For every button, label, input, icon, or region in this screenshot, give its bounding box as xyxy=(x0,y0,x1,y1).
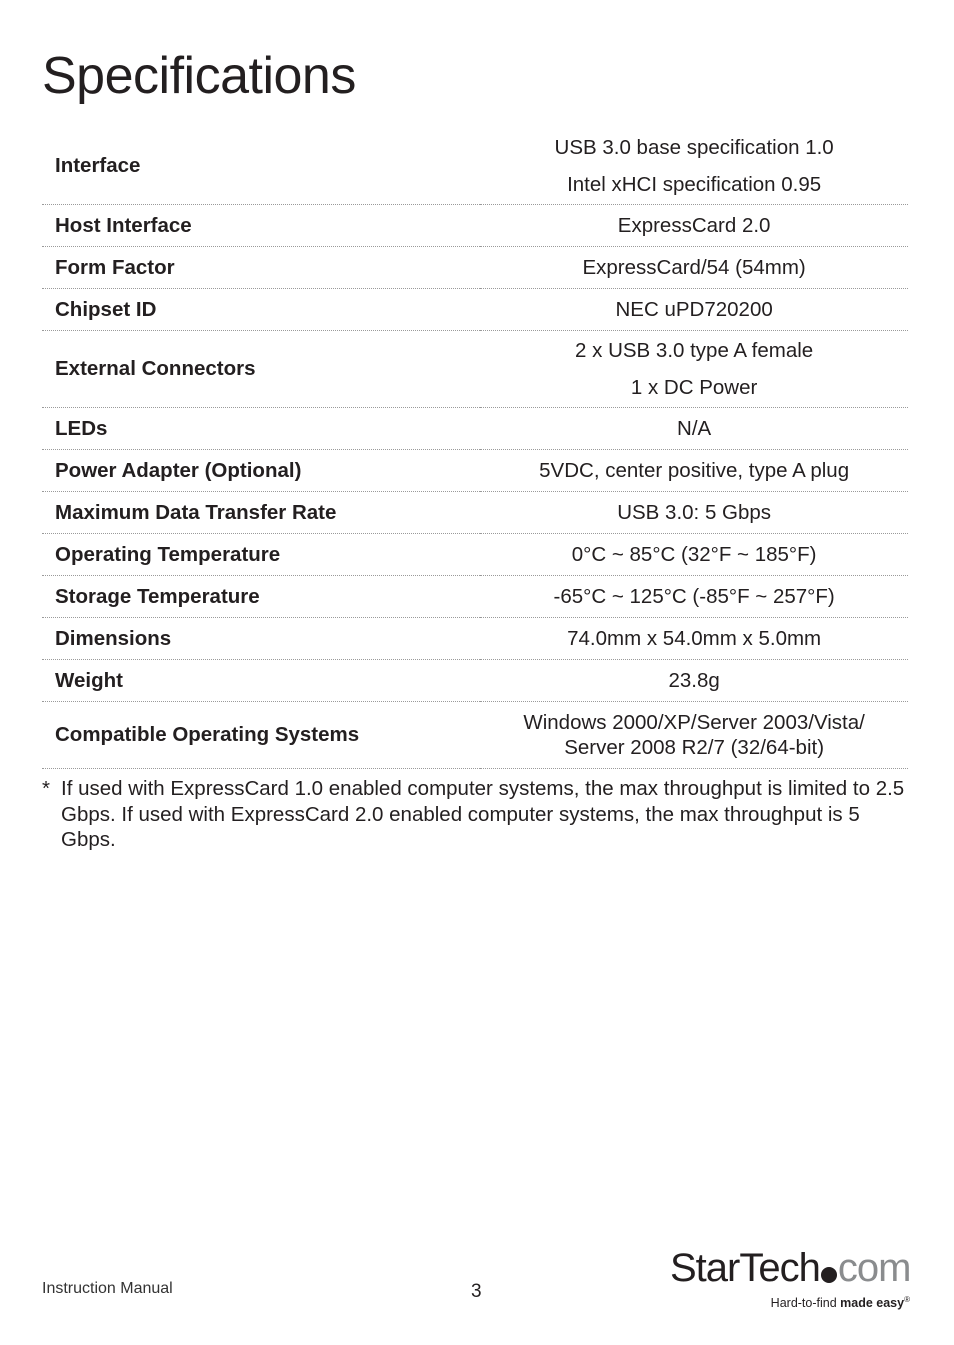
spec-value xyxy=(480,289,908,331)
spec-value-line: 0°C ~ 85°C (32°F ~ 185°F) xyxy=(571,543,817,566)
spec-row xyxy=(42,331,908,408)
footnote-text: If used with ExpressCard 1.0 enabled computer systems, the max throughput is limited to 2.5 Gbps. If used with ExpressCard 2.0 enabled computer systems, the max throughput is 5 Gbps. xyxy=(61,777,905,851)
spec-value-line: 5VDC, center positive, type A plug xyxy=(539,459,850,482)
spec-value xyxy=(480,534,908,576)
spec-row xyxy=(42,289,908,331)
spec-label: Storage Temperature xyxy=(42,576,480,618)
page-title: Specifications xyxy=(42,47,356,105)
spec-label: Host Interface xyxy=(42,205,480,247)
page-number: 3 xyxy=(471,1281,482,1302)
logo-tagline-bold: made easy xyxy=(840,1296,905,1311)
spec-value-line: 2 x USB 3.0 type A female xyxy=(575,339,814,362)
logo-wordmark xyxy=(670,1246,910,1291)
logo-tagline xyxy=(771,1295,910,1310)
spec-value xyxy=(480,331,908,408)
spec-row xyxy=(42,660,908,702)
spec-label: Power Adapter (Optional) xyxy=(42,450,480,492)
specifications-table xyxy=(42,128,908,769)
spec-value xyxy=(480,576,908,618)
spec-value-line: USB 3.0 base specification 1.0 xyxy=(554,136,834,159)
spec-value-line: USB 3.0: 5 Gbps xyxy=(617,501,772,524)
spec-row xyxy=(42,492,908,534)
spec-value-line: 74.0mm x 54.0mm x 5.0mm xyxy=(567,627,822,650)
spec-label: Compatible Operating Systems xyxy=(42,702,480,769)
spec-label: Operating Temperature xyxy=(42,534,480,576)
spec-row xyxy=(42,618,908,660)
spec-row xyxy=(42,450,908,492)
logo-trademark: ® xyxy=(904,1295,910,1304)
specifications-table-body xyxy=(42,128,908,769)
logo-text-suffix: com xyxy=(837,1246,911,1290)
logo-text-main: StarTech xyxy=(670,1246,820,1290)
spec-value-line: 1 x DC Power xyxy=(630,376,758,399)
spec-value-line: Windows 2000/XP/Server 2003/Vista/ xyxy=(523,711,865,734)
spec-row xyxy=(42,128,908,205)
footnote-mark: * xyxy=(42,777,50,800)
spec-value-line: NEC uPD720200 xyxy=(615,298,773,321)
spec-label: Form Factor xyxy=(42,247,480,289)
spec-label: Interface xyxy=(42,128,480,205)
spec-value xyxy=(480,702,908,769)
spec-label: Dimensions xyxy=(42,618,480,660)
spec-value xyxy=(480,128,908,205)
spec-label: Maximum Data Transfer Rate xyxy=(42,492,480,534)
spec-row xyxy=(42,205,908,247)
spec-value xyxy=(480,660,908,702)
spec-value-line: 23.8g xyxy=(668,669,720,692)
spec-label: Weight xyxy=(42,660,480,702)
spec-value xyxy=(480,492,908,534)
spec-label: LEDs xyxy=(42,408,480,450)
spec-row xyxy=(42,702,908,769)
spec-value-line: Server 2008 R2/7 (32/64-bit) xyxy=(564,736,825,759)
logo-tagline-plain: Hard-to-find xyxy=(770,1296,841,1311)
spec-value xyxy=(480,408,908,450)
spec-value xyxy=(480,450,908,492)
spec-row xyxy=(42,408,908,450)
footer-manual-label: Instruction Manual xyxy=(42,1280,173,1297)
spec-value xyxy=(480,618,908,660)
spec-value-line: ExpressCard 2.0 xyxy=(617,214,771,237)
footnote xyxy=(42,776,912,853)
spec-value-line: ExpressCard/54 (54mm) xyxy=(582,256,806,279)
spec-value-line: N/A xyxy=(677,417,712,440)
spec-value xyxy=(480,247,908,289)
spec-value-line: Intel xHCI specification 0.95 xyxy=(567,173,822,196)
logo-dot-icon xyxy=(821,1267,837,1283)
spec-value xyxy=(480,205,908,247)
spec-value-line: -65°C ~ 125°C (-85°F ~ 257°F) xyxy=(553,585,835,608)
spec-row xyxy=(42,534,908,576)
spec-label: Chipset ID xyxy=(42,289,480,331)
spec-row xyxy=(42,247,908,289)
startech-logo xyxy=(670,1246,910,1316)
spec-label: External Connectors xyxy=(42,331,480,408)
spec-row xyxy=(42,576,908,618)
